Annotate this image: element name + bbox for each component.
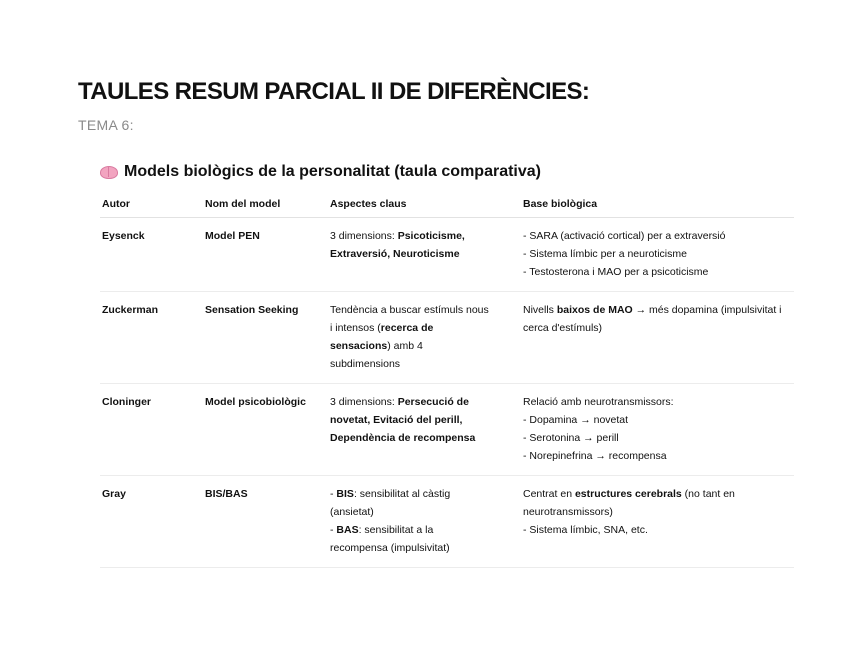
base-line bbox=[523, 319, 786, 337]
base-text: → més dopamina (impulsivitat i bbox=[632, 304, 782, 316]
table-row bbox=[100, 384, 794, 476]
cell-model: Model psicobiològic bbox=[203, 384, 328, 476]
cell-aspects bbox=[328, 384, 521, 476]
aspects-text: ) amb 4 bbox=[387, 340, 423, 352]
base-text: - Serotonina → perill bbox=[523, 432, 619, 444]
aspects-line bbox=[330, 393, 513, 411]
header-author: Autor bbox=[100, 194, 203, 218]
aspects-text: Persecució de bbox=[397, 396, 469, 408]
aspects-text: BAS bbox=[336, 524, 359, 536]
base-text: - Testosterona i MAO per a psicoticisme bbox=[523, 266, 709, 278]
cell-base bbox=[521, 476, 794, 568]
base-text: - Dopamina → novetat bbox=[523, 414, 629, 426]
cell-base bbox=[521, 218, 794, 292]
base-text: (no tant en bbox=[681, 488, 735, 500]
table-header-row bbox=[100, 194, 794, 218]
aspects-text: 3 dimensions: bbox=[330, 396, 398, 408]
base-line bbox=[523, 411, 786, 429]
aspects-text: BIS bbox=[336, 488, 354, 500]
cell-author: Zuckerman bbox=[100, 292, 203, 384]
base-line bbox=[523, 393, 786, 411]
base-text: cerca d'estímuls) bbox=[523, 322, 603, 334]
base-text: neurotransmissors) bbox=[523, 506, 613, 518]
aspects-text: recerca de bbox=[380, 322, 434, 334]
base-line bbox=[523, 245, 786, 263]
header-aspects: Aspectes claus bbox=[328, 194, 521, 218]
aspects-line bbox=[330, 337, 513, 355]
base-text: baixos de MAO bbox=[556, 304, 633, 316]
aspects-text: Psicoticisme, bbox=[397, 230, 465, 242]
table-row bbox=[100, 218, 794, 292]
base-line bbox=[523, 301, 786, 319]
section-heading-text: Models biològics de la personalitat (taula comparativa) bbox=[124, 163, 541, 180]
aspects-text: : sensibilitat al càstig bbox=[353, 488, 451, 500]
aspects-text: Dependència de recompensa bbox=[330, 432, 476, 444]
aspects-text: - bbox=[330, 488, 337, 500]
page-subtitle: TEMA 6: bbox=[78, 117, 134, 133]
table-row bbox=[100, 292, 794, 384]
aspects-line bbox=[330, 429, 513, 447]
page-title: TAULES RESUM PARCIAL II DE DIFERÈNCIES: bbox=[78, 78, 590, 105]
base-text: Nivells bbox=[523, 304, 557, 316]
base-line bbox=[523, 263, 786, 281]
aspects-text: : sensibilitat a la bbox=[358, 524, 434, 536]
aspects-text: (ansietat) bbox=[330, 506, 374, 518]
aspects-text: recompensa (impulsivitat) bbox=[330, 542, 450, 554]
section-heading bbox=[100, 163, 541, 181]
base-line bbox=[523, 447, 786, 465]
aspects-line bbox=[330, 355, 513, 373]
cell-model: Model PEN bbox=[203, 218, 328, 292]
aspects-text: 3 dimensions: bbox=[330, 230, 398, 242]
cell-author: Gray bbox=[100, 476, 203, 568]
base-text: - SARA (activació cortical) per a extraversió bbox=[523, 230, 726, 242]
cell-author: Cloninger bbox=[100, 384, 203, 476]
aspects-line bbox=[330, 411, 513, 429]
base-text: Relació amb neurotransmissors: bbox=[523, 396, 674, 408]
header-base: Base biològica bbox=[521, 194, 794, 218]
aspects-line bbox=[330, 521, 513, 539]
aspects-text: novetat, Evitació del perill, bbox=[330, 414, 463, 426]
aspects-text: Extraversió, Neuroticisme bbox=[330, 248, 460, 260]
cell-base bbox=[521, 292, 794, 384]
aspects-line bbox=[330, 227, 513, 245]
cell-aspects bbox=[328, 292, 521, 384]
base-text: - Sistema límbic, SNA, etc. bbox=[523, 524, 648, 536]
aspects-text: subdimensions bbox=[330, 358, 401, 370]
cell-model: Sensation Seeking bbox=[203, 292, 328, 384]
table-row bbox=[100, 476, 794, 568]
base-text: - Norepinefrina → recompensa bbox=[523, 450, 667, 462]
aspects-line bbox=[330, 539, 513, 557]
base-line bbox=[523, 485, 786, 503]
base-line bbox=[523, 521, 786, 539]
base-line bbox=[523, 503, 786, 521]
aspects-line bbox=[330, 301, 513, 319]
brain-icon bbox=[100, 165, 118, 179]
cell-aspects bbox=[328, 218, 521, 292]
base-line bbox=[523, 227, 786, 245]
aspects-text: i intensos ( bbox=[330, 322, 381, 334]
aspects-line bbox=[330, 245, 513, 263]
cell-author: Eysenck bbox=[100, 218, 203, 292]
base-text: Centrat en bbox=[523, 488, 575, 500]
aspects-line bbox=[330, 319, 513, 337]
base-text: - Sistema límbic per a neuroticisme bbox=[523, 248, 687, 260]
aspects-text: sensacions bbox=[330, 340, 388, 352]
aspects-line bbox=[330, 485, 513, 503]
cell-model: BIS/BAS bbox=[203, 476, 328, 568]
aspects-text: - bbox=[330, 524, 337, 536]
base-line bbox=[523, 429, 786, 447]
header-model: Nom del model bbox=[203, 194, 328, 218]
cell-aspects bbox=[328, 476, 521, 568]
aspects-line bbox=[330, 503, 513, 521]
comparison-table bbox=[100, 194, 794, 568]
cell-base bbox=[521, 384, 794, 476]
base-text: estructures cerebrals bbox=[574, 488, 682, 500]
aspects-text: Tendència a buscar estímuls nous bbox=[330, 304, 489, 316]
